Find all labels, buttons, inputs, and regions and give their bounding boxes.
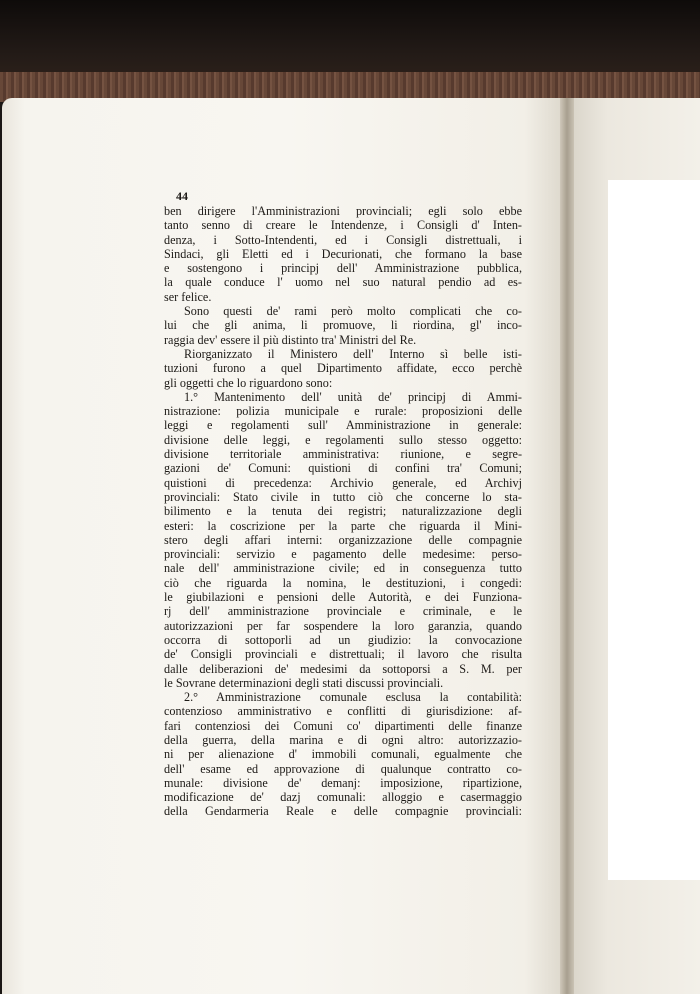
text-line: contenzioso amministrativo e conflitti di giurisdizione: af- bbox=[164, 704, 522, 719]
text-line: bilimento e la tenuta dei registri; naturalizzazione degli bbox=[164, 504, 522, 519]
text-line: denza, i Sotto-Intendenti, ed i Consigli distrettuali, i bbox=[164, 232, 522, 247]
text-line: dell' esame ed approvazione di qualunque contratto co- bbox=[164, 761, 522, 776]
text-line: ni per alienazione d' immobili comunali, egualmente che bbox=[164, 747, 522, 762]
text-line: 2.° Amministrazione comunale esclusa la contabilità: bbox=[184, 690, 522, 705]
text-line: le giubilazioni e pensioni delle Autorità, e dei Funziona- bbox=[164, 590, 522, 605]
text-line: lui che gli anima, li promuove, li riordina, gl' inco- bbox=[164, 318, 522, 333]
text-line: rj dell' amministrazione provinciale e criminale, e le bbox=[164, 604, 522, 619]
text-line: quistioni di precedenza: Archivio generale, ed Archivj bbox=[164, 475, 522, 490]
text-line: le Sovrane determinazioni degli stati discussi provinciali. bbox=[164, 675, 444, 690]
text-line: dalle deliberazioni de' medesimi da sottoporsi a S. M. per bbox=[164, 661, 522, 676]
text-line: ben dirigere l'Amministrazioni provinciali; egli solo ebbe bbox=[164, 204, 522, 218]
text-line: leggi e regolamenti sull' Amministrazione in generale: bbox=[164, 418, 522, 433]
text-line: munale: divisione de' demanj: imposizione, ripartizione, bbox=[164, 775, 522, 790]
text-line: della guerra, della marina e di ogni altro: autorizzazio- bbox=[164, 732, 522, 747]
facing-page-highlight bbox=[608, 180, 700, 880]
text-line: ciò che riguarda la nomina, le destituzioni, i congedi: bbox=[164, 575, 522, 590]
page-text bbox=[164, 190, 522, 819]
text-line: la quale conduce l' uomo nel suo natural pendio ad es- bbox=[164, 275, 522, 290]
text-lines bbox=[164, 204, 522, 819]
text-line: stero degli affari interni: organizzazione delle compagnie bbox=[164, 532, 522, 547]
text-line: occorra di sottoporli ad un giudizio: la convocazione bbox=[164, 632, 522, 647]
text-line: della Gendarmeria Reale e delle compagnie provinciali: bbox=[164, 804, 522, 819]
text-line: provinciali: Stato civile in tutto ciò che concerne lo sta- bbox=[164, 489, 522, 504]
text-line: Sono questi de' rami però molto complicati che co- bbox=[184, 304, 522, 319]
text-line: tanto senno di creare le Intendenze, i Consigli d' Inten- bbox=[164, 218, 522, 233]
book-cover-top bbox=[0, 0, 700, 78]
text-line: de' Consigli provinciali e distrettuali; il lavoro che risulta bbox=[164, 647, 522, 662]
text-line: e sostengono i principj dell' Amministrazione pubblica, bbox=[164, 261, 522, 276]
text-line: gli oggetti che lo riguardono sono: bbox=[164, 375, 333, 390]
text-line: tuzioni furono a quel Dipartimento affidate, ecco perchè bbox=[164, 361, 522, 376]
text-line: gazioni de' Comuni: quistioni di confini tra' Comuni; bbox=[164, 461, 522, 476]
book-gutter bbox=[560, 98, 574, 994]
text-line: divisione delle leggi, e regolamenti sullo stesso oggetto: bbox=[164, 432, 522, 447]
text-line: ser felice. bbox=[164, 289, 212, 304]
text-line: 1.° Mantenimento dell' unità de' principj di Ammi- bbox=[184, 389, 522, 404]
text-line: fari contenziosi dei Comuni co' dipartimenti delle finanze bbox=[164, 718, 522, 733]
text-line: Sindaci, gli Eletti ed i Decurionati, che formano la base bbox=[164, 246, 522, 261]
text-line: divisione territoriale amministrativa: riunione, e segre- bbox=[164, 447, 522, 462]
page-number: 44 bbox=[176, 189, 188, 203]
text-line: autorizzazioni per far sospendere la loro garanzia, quando bbox=[164, 618, 522, 633]
text-line: nale dell' amministrazione civile; ed in conseguenza tutto bbox=[164, 561, 522, 576]
text-line: modificazione de' dazj comunali: alloggio e casermaggio bbox=[164, 790, 522, 805]
text-line: nistrazione: polizia municipale e rurale: proposizioni delle bbox=[164, 404, 522, 419]
text-line: esteri: la coscrizione per la parte che riguarda il Mini- bbox=[164, 518, 522, 533]
text-line: Riorganizzato il Ministero dell' Interno sì belle isti- bbox=[184, 346, 522, 361]
text-line: raggia dev' essere il più distinto tra' Ministri del Re. bbox=[164, 332, 417, 347]
text-line: provinciali: servizio e pagamento delle medesime: perso- bbox=[164, 547, 522, 562]
